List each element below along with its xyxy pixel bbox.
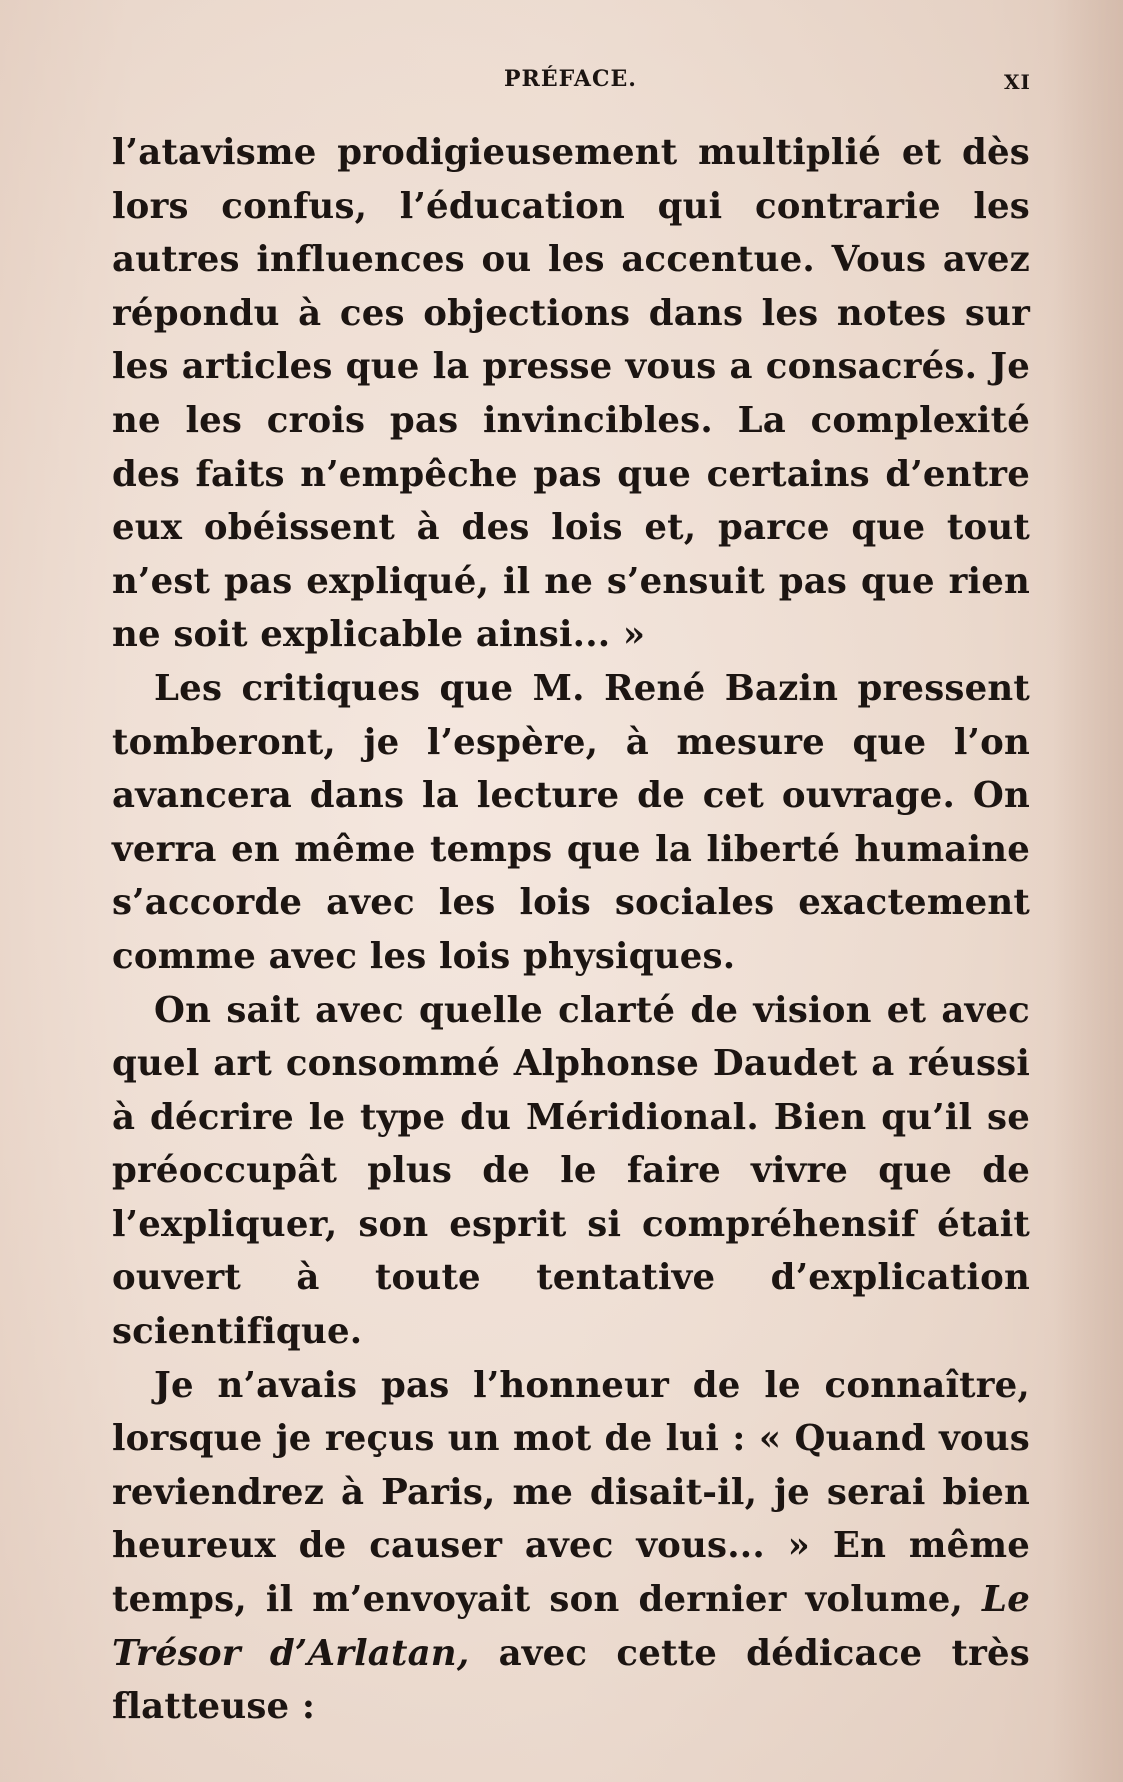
page-number: XI bbox=[1004, 70, 1031, 94]
running-head bbox=[0, 66, 1123, 96]
dedication-text-end: avec cette dédicace très flatteuse : bbox=[112, 1632, 1030, 1728]
dedication-text-start: Je n’avais pas l’honneur de le connaître, lorsque je reçus un mot de lui : « Quand vous reviendrez à Paris, me disait-il, je serai bien heureux de causer avec vous... » En même temps, il m’envoyait son dernier volume, bbox=[112, 1364, 1030, 1621]
paragraph-continuation: l’atavisme prodigieusement multiplié et dès lors confus, l’éducation qui contrarie les autres influences ou les accentue. Vous avez répondu à ces objections dans les notes sur les articles que la presse vous a consacrés. Je ne les crois pas invincibles. La complexité des faits n’empêche pas que certains d’entre eux obéissent à des lois et, parce que tout n’est pas expliqué, il ne s’ensuit pas que rien ne soit explicable ainsi... » bbox=[112, 132, 1030, 656]
book-title-italic: Le Trésor d’Arlatan, bbox=[112, 1579, 1030, 1674]
body-text bbox=[112, 126, 1030, 1734]
paragraph-critiques: Les critiques que M. René Bazin pressent tomberont, je l’espère, à mesure que l’on avancera dans la lecture de cet ouvrage. On verra en même temps que la liberté humaine s’accorde avec les lois sociales exactement comme avec les lois physiques. bbox=[112, 667, 1030, 977]
paragraph-dedication bbox=[112, 1359, 1030, 1734]
running-head-title: PRÉFACE. bbox=[504, 66, 637, 92]
paragraph-daudet: On sait avec quelle clarté de vision et avec quel art consommé Alphonse Daudet a réussi à décrire le type du Méridional. Bien qu’il se préoccupât plus de le faire vivre que de l’expliquer, son esprit si compréhensif était ouvert à toute tentative d’explication scientifique. bbox=[112, 989, 1030, 1353]
